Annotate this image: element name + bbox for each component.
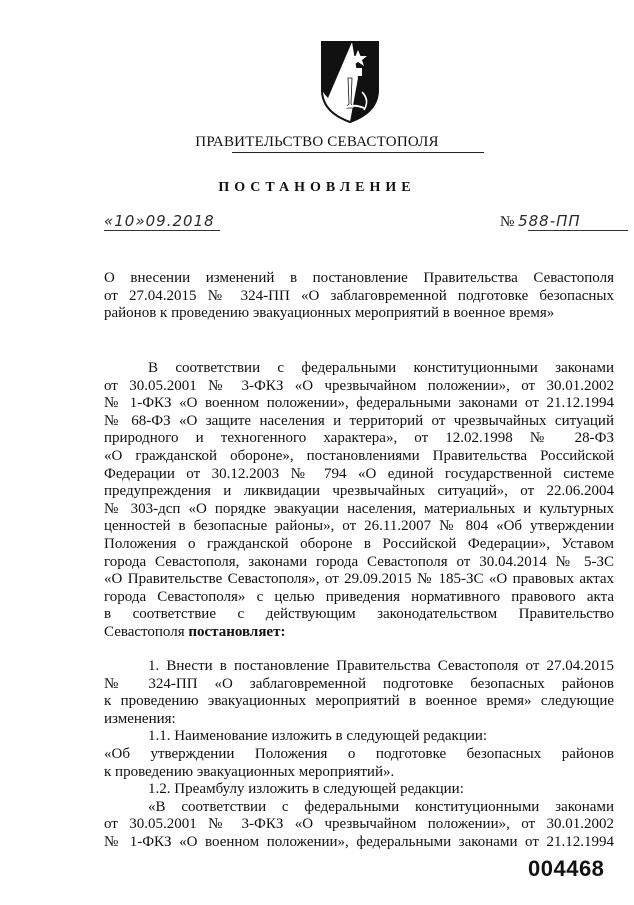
operative-part	[104, 658, 614, 852]
operative-line: от 30.05.2001 № 3-ФКЗ «О чрезвычайном положении», от 30.01.2002	[104, 816, 614, 833]
preamble-line: города Севастополя» с целью приведения нормативного правового акта	[104, 588, 614, 605]
preamble-line: предупреждения и ликвидации чрезвычайных ситуаций», от 22.06.2004	[104, 483, 614, 500]
preamble-line: № 68-ФЗ «О защите населения и территорий от чрезвычайных ситуаций	[104, 412, 614, 429]
date-quote-open: «	[104, 212, 115, 230]
subject-line: О внесении изменений в постановление Правительства Севастополя	[104, 270, 614, 286]
operative-line: 1.2. Преамбулу изложить в следующей редакции:	[148, 781, 464, 798]
operative-line: 1.1. Наименование изложить в следующей редакции:	[148, 728, 488, 745]
document-type: ПОСТАНОВЛЕНИЕ	[218, 180, 416, 195]
subject-line: районов к проведению эвакуационных мероприятий в военное время»	[104, 305, 555, 322]
preamble-closing-line	[104, 624, 614, 642]
operative-line: 1. Внести в постановление Правительства Севастополя от 27.04.2015	[148, 658, 614, 674]
operative-line: к проведению эвакуационных мероприятий в военное время» следующие	[104, 693, 614, 710]
preamble-line: ценностей в безопасные районы», от 26.11.2007 № 804 «Об утверждении	[104, 518, 614, 535]
subject-line: от 27.04.2015 № 324-ПП «О заблаговременной подготовке безопасных	[104, 287, 614, 304]
preamble	[104, 360, 614, 642]
operative-line: к проведению эвакуационных мероприятий».	[104, 763, 395, 780]
preamble-line: Положения о гражданской обороне в Российской Федерации», Уставом	[104, 535, 614, 552]
operative-line: № 324-ПП «О заблаговременной подготовке безопасных районов	[104, 675, 614, 692]
date-quote-close: »	[135, 212, 146, 230]
preamble-line: от 30.05.2001 № 3-ФКЗ «О чрезвычайном положении», от 30.01.2002	[104, 377, 614, 394]
preamble-line: «О гражданской обороне», постановлениями Правительства Российской	[104, 447, 614, 464]
preamble-line: № 303-дсп «О порядке эвакуации населения, материальных и культурных	[104, 500, 614, 517]
coat-of-arms-icon	[318, 38, 382, 124]
date-day: 10	[114, 212, 136, 230]
preamble-line: города Севастополя, законами города Севастополя от 30.04.2014 № 5-ЗС	[104, 553, 614, 570]
document-number	[500, 212, 581, 231]
operative-line: «В соответствии с федеральными конституционными законами	[148, 798, 614, 815]
preamble-closing-text: Севастополя	[104, 623, 189, 640]
date-month-year: 09.2018	[145, 212, 215, 230]
document-subject	[104, 270, 614, 323]
operative-line: «Об утверждении Положения о подготовке безопасных районов	[104, 745, 614, 762]
preamble-line: В соответствии с федеральными конституционными законами	[148, 360, 614, 376]
preamble-line: «О Правительстве Севастополя», от 29.09.2015 № 185-ЗС «О правовых актах	[104, 571, 614, 588]
document-date	[104, 212, 215, 231]
number-underline	[528, 230, 628, 231]
resolves-word: постановляет	[188, 623, 281, 640]
title-underline	[232, 152, 484, 153]
operative-line: изменения:	[104, 710, 176, 727]
number-prefix: №	[500, 214, 515, 230]
date-underline	[104, 230, 220, 231]
preamble-line: Федерации от 30.12.2003 № 794 «О единой государственной системе	[104, 465, 614, 482]
serial-number: 004468	[528, 856, 605, 881]
preamble-line: природного и техногенного характера», от 12.02.1998 № 28-ФЗ	[104, 430, 614, 447]
preamble-line: № 1-ФКЗ «О военном положении», федеральными законами от 21.12.1994	[104, 395, 614, 412]
operative-line: № 1-ФКЗ «О военном положении», федеральными законами от 21.12.1994	[104, 833, 614, 850]
preamble-line: в соответствие с действующим законодательством Правительство	[104, 606, 614, 623]
resolves-colon: :	[280, 623, 286, 640]
government-title: ПРАВИТЕЛЬСТВО СЕВАСТОПОЛЯ	[195, 134, 439, 150]
number-value: 588-ПП	[518, 212, 581, 230]
